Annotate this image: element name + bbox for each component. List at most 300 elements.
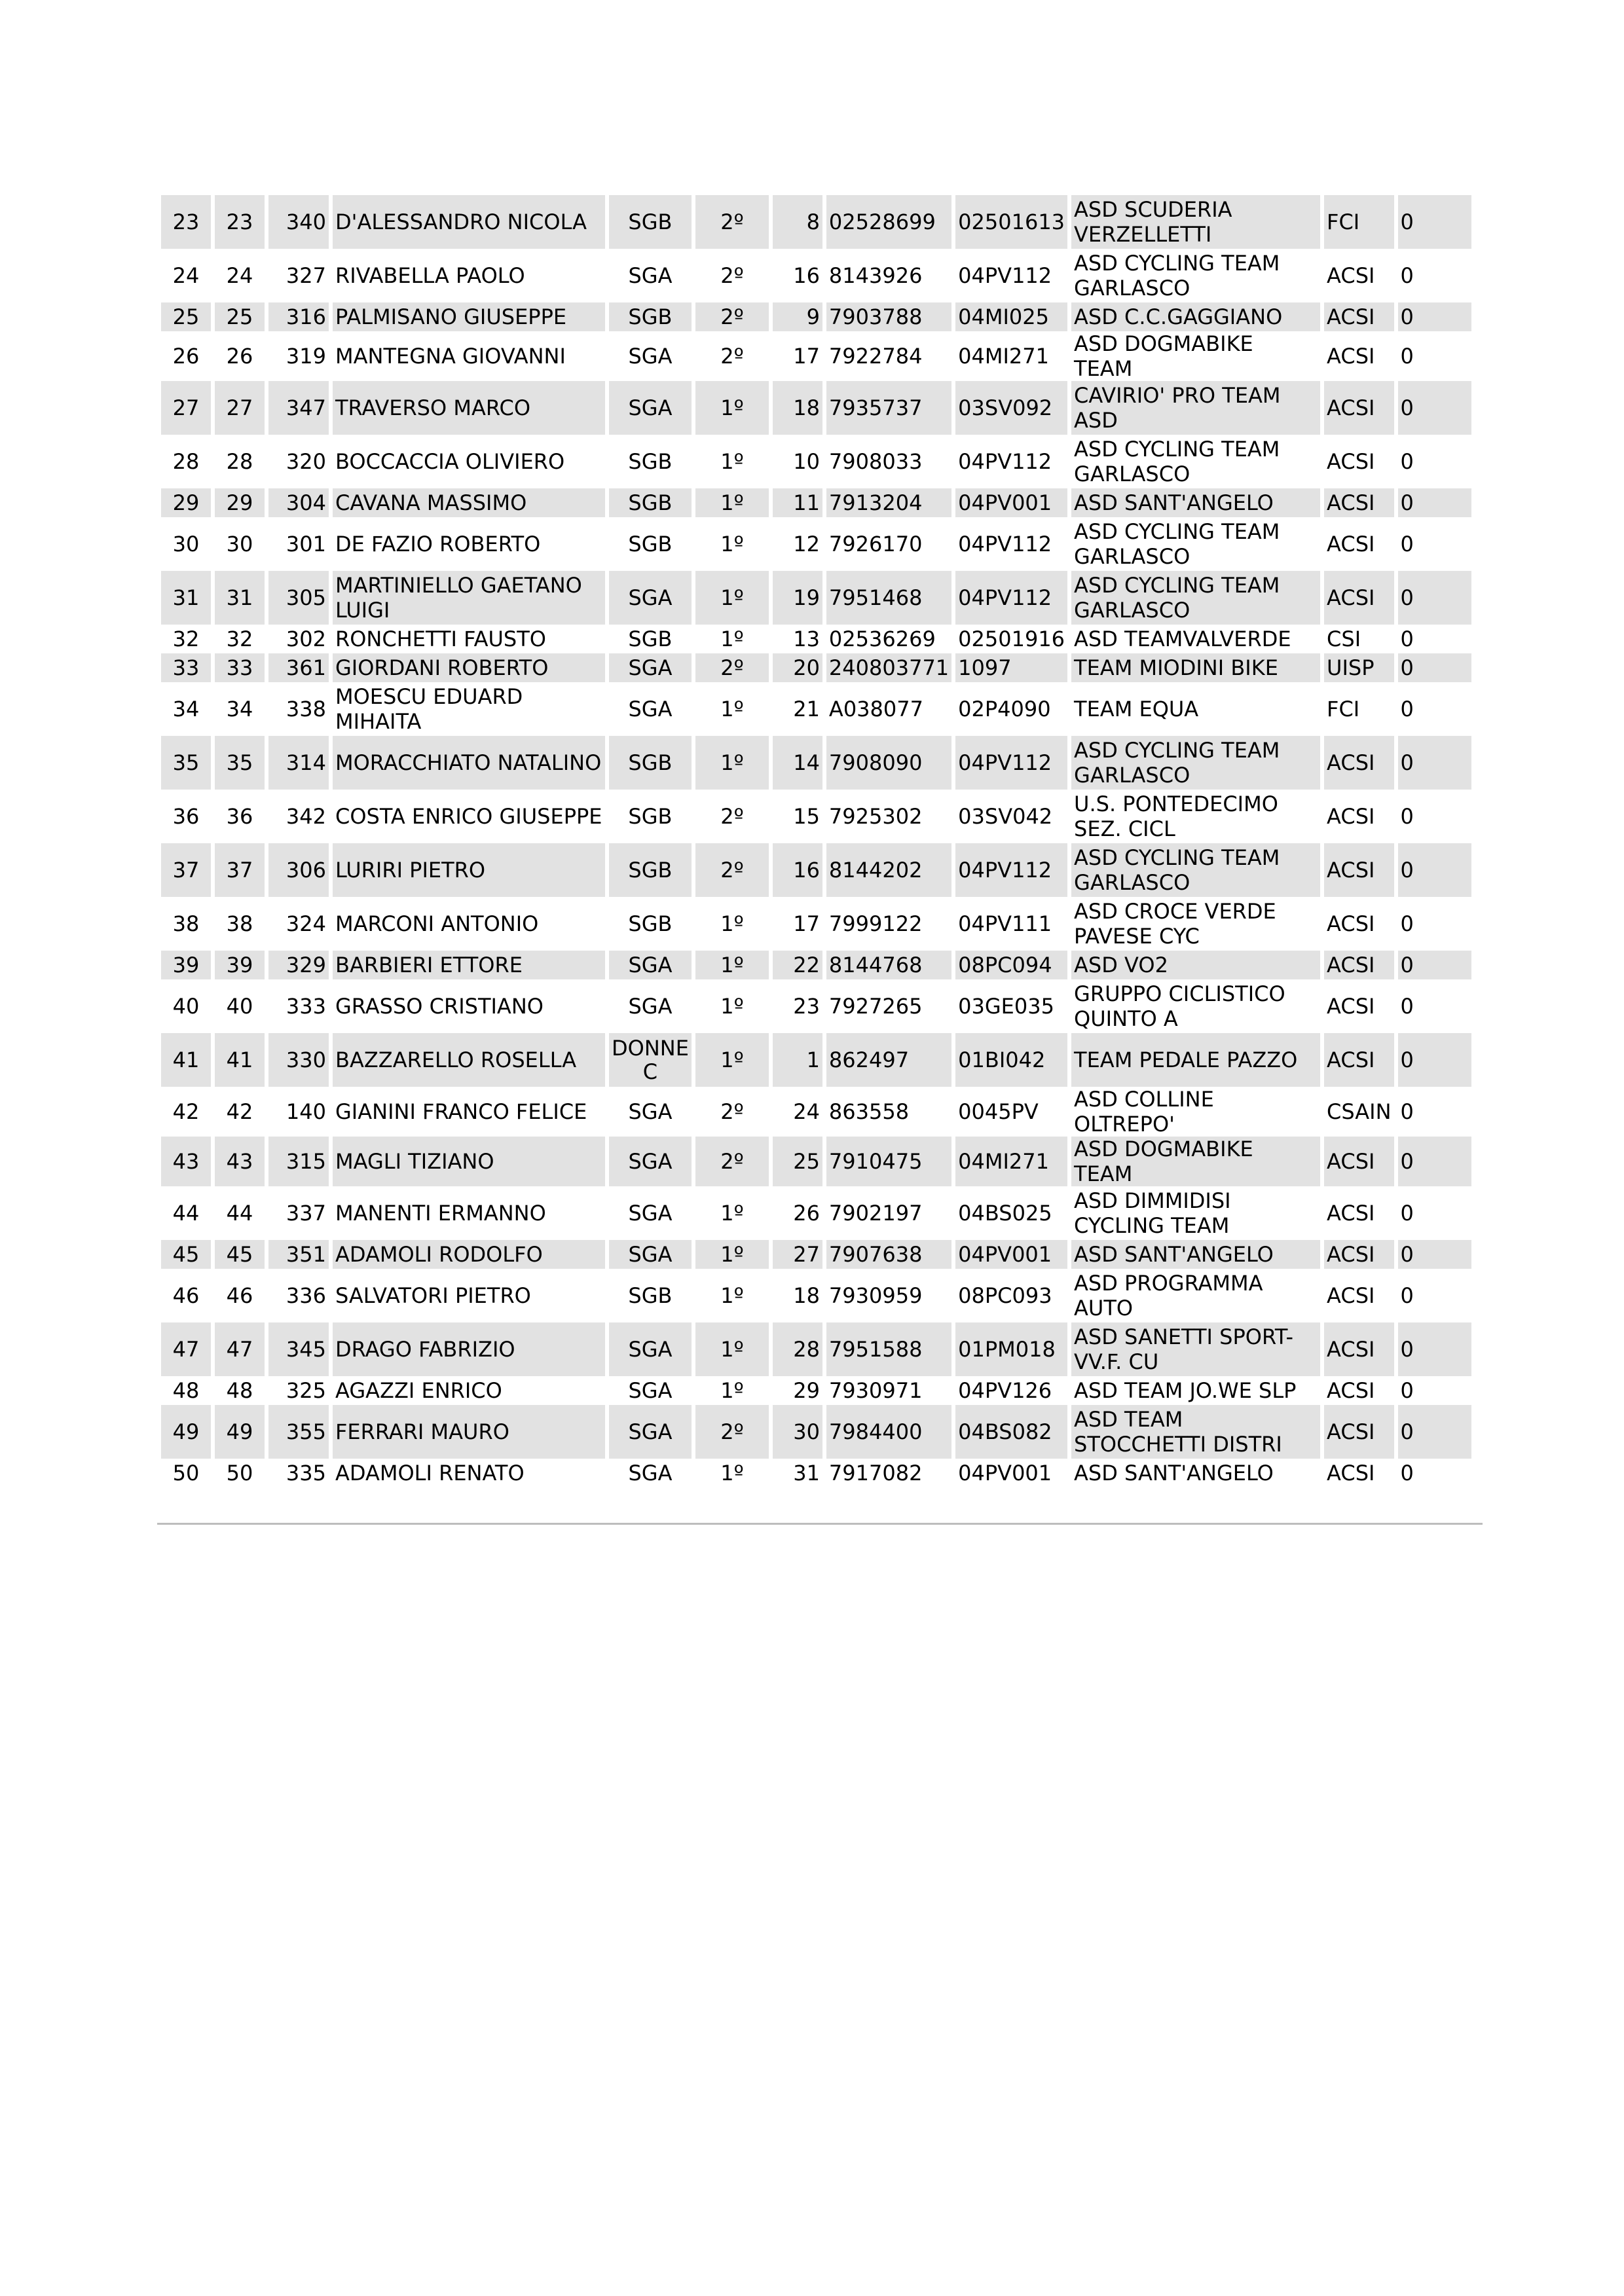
table-row: [161, 1240, 1471, 1269]
license-number-cell: A038077: [826, 682, 951, 736]
bib-number-cell: 340: [268, 195, 329, 249]
rider-name-cell: MOESCU EDUARD MIHAITA: [333, 682, 605, 736]
position-cell: 38: [161, 897, 211, 951]
federation-cell: FCI: [1324, 195, 1394, 249]
points-cell: 0: [1398, 1322, 1471, 1376]
bib-number-cell: 351: [268, 1240, 329, 1269]
overall-position-cell: 35: [215, 736, 265, 790]
license-number-cell: 7999122: [826, 897, 951, 951]
team-name-cell: ASD CYCLING TEAM GARLASCO: [1071, 843, 1320, 897]
federation-cell: ACSI: [1324, 1322, 1394, 1376]
table-row: [161, 1186, 1471, 1240]
bib-number-cell: 325: [268, 1376, 329, 1405]
class-cell: 2º: [695, 1405, 769, 1459]
club-code-cell: 01BI042: [955, 1033, 1067, 1087]
position-cell: 42: [161, 1087, 211, 1137]
position-cell: 28: [161, 435, 211, 488]
points-cell: 0: [1398, 1186, 1471, 1240]
table-row: [161, 979, 1471, 1033]
overall-position-cell: 50: [215, 1459, 265, 1487]
team-name-cell: ASD CROCE VERDE PAVESE CYC: [1071, 897, 1320, 951]
table-row: [161, 1459, 1471, 1487]
points-cell: 0: [1398, 1087, 1471, 1137]
category-rank-cell: 15: [773, 790, 822, 843]
category-rank-cell: 22: [773, 951, 822, 979]
rider-name-cell: GRASSO CRISTIANO: [333, 979, 605, 1033]
category-cell: SGB: [609, 302, 692, 331]
rider-name-cell: ADAMOLI RODOLFO: [333, 1240, 605, 1269]
rider-name-cell: BOCCACCIA OLIVIERO: [333, 435, 605, 488]
club-code-cell: 04PV001: [955, 1459, 1067, 1487]
federation-cell: ACSI: [1324, 790, 1394, 843]
rider-name-cell: LURIRI PIETRO: [333, 843, 605, 897]
class-cell: 1º: [695, 571, 769, 625]
club-code-cell: 04PV001: [955, 1240, 1067, 1269]
team-name-cell: TEAM PEDALE PAZZO: [1071, 1033, 1320, 1087]
federation-cell: ACSI: [1324, 517, 1394, 571]
overall-position-cell: 40: [215, 979, 265, 1033]
club-code-cell: 04BS082: [955, 1405, 1067, 1459]
federation-cell: ACSI: [1324, 1459, 1394, 1487]
bib-number-cell: 320: [268, 435, 329, 488]
category-cell: SGA: [609, 1376, 692, 1405]
overall-position-cell: 33: [215, 653, 265, 682]
points-cell: 0: [1398, 843, 1471, 897]
team-name-cell: GRUPPO CICLISTICO QUINTO A: [1071, 979, 1320, 1033]
bib-number-cell: 336: [268, 1269, 329, 1322]
category-cell: SGA: [609, 331, 692, 381]
position-cell: 50: [161, 1459, 211, 1487]
category-cell: SGA: [609, 1087, 692, 1137]
class-cell: 1º: [695, 979, 769, 1033]
club-code-cell: 04PV112: [955, 736, 1067, 790]
rider-name-cell: PALMISANO GIUSEPPE: [333, 302, 605, 331]
rider-name-cell: CAVANA MASSIMO: [333, 488, 605, 517]
bib-number-cell: 306: [268, 843, 329, 897]
table-row: [161, 736, 1471, 790]
federation-cell: ACSI: [1324, 435, 1394, 488]
federation-cell: ACSI: [1324, 1269, 1394, 1322]
category-cell: SGA: [609, 1459, 692, 1487]
category-cell: SGA: [609, 571, 692, 625]
license-number-cell: 8144768: [826, 951, 951, 979]
license-number-cell: 7908090: [826, 736, 951, 790]
position-cell: 29: [161, 488, 211, 517]
points-cell: 0: [1398, 682, 1471, 736]
points-cell: 0: [1398, 1137, 1471, 1186]
category-cell: SGB: [609, 195, 692, 249]
position-cell: 37: [161, 843, 211, 897]
license-number-cell: 7926170: [826, 517, 951, 571]
category-rank-cell: 1: [773, 1033, 822, 1087]
points-cell: 0: [1398, 1459, 1471, 1487]
license-number-cell: 8143926: [826, 249, 951, 302]
points-cell: 0: [1398, 571, 1471, 625]
bib-number-cell: 329: [268, 951, 329, 979]
category-cell: SGA: [609, 653, 692, 682]
table-row: [161, 1322, 1471, 1376]
federation-cell: ACSI: [1324, 381, 1394, 435]
class-cell: 1º: [695, 1186, 769, 1240]
position-cell: 45: [161, 1240, 211, 1269]
overall-position-cell: 26: [215, 331, 265, 381]
overall-position-cell: 41: [215, 1033, 265, 1087]
federation-cell: ACSI: [1324, 897, 1394, 951]
position-cell: 47: [161, 1322, 211, 1376]
club-code-cell: 03SV042: [955, 790, 1067, 843]
bib-number-cell: 314: [268, 736, 329, 790]
class-cell: 2º: [695, 331, 769, 381]
overall-position-cell: 25: [215, 302, 265, 331]
license-number-cell: 02528699: [826, 195, 951, 249]
class-cell: 1º: [695, 517, 769, 571]
class-cell: 1º: [695, 1459, 769, 1487]
club-code-cell: 04PV112: [955, 843, 1067, 897]
bib-number-cell: 315: [268, 1137, 329, 1186]
federation-cell: UISP: [1324, 653, 1394, 682]
position-cell: 49: [161, 1405, 211, 1459]
table-row: [161, 897, 1471, 951]
federation-cell: ACSI: [1324, 1033, 1394, 1087]
overall-position-cell: 43: [215, 1137, 265, 1186]
points-cell: 0: [1398, 488, 1471, 517]
rider-name-cell: SALVATORI PIETRO: [333, 1269, 605, 1322]
club-code-cell: 04PV112: [955, 435, 1067, 488]
rider-name-cell: MAGLI TIZIANO: [333, 1137, 605, 1186]
team-name-cell: ASD CYCLING TEAM GARLASCO: [1071, 571, 1320, 625]
table-row: [161, 1405, 1471, 1459]
team-name-cell: ASD COLLINE OLTREPO': [1071, 1087, 1320, 1137]
club-code-cell: 02P4090: [955, 682, 1067, 736]
federation-cell: ACSI: [1324, 951, 1394, 979]
overall-position-cell: 46: [215, 1269, 265, 1322]
points-cell: 0: [1398, 1269, 1471, 1322]
license-number-cell: 7910475: [826, 1137, 951, 1186]
category-rank-cell: 19: [773, 571, 822, 625]
category-rank-cell: 30: [773, 1405, 822, 1459]
overall-position-cell: 37: [215, 843, 265, 897]
team-name-cell: ASD SANT'ANGELO: [1071, 1459, 1320, 1487]
results-body: [161, 195, 1471, 1487]
license-number-cell: 7984400: [826, 1405, 951, 1459]
rider-name-cell: RONCHETTI FAUSTO: [333, 625, 605, 653]
category-rank-cell: 12: [773, 517, 822, 571]
class-cell: 2º: [695, 1137, 769, 1186]
team-name-cell: ASD TEAM STOCCHETTI DISTRI: [1071, 1405, 1320, 1459]
federation-cell: FCI: [1324, 682, 1394, 736]
position-cell: 30: [161, 517, 211, 571]
category-cell: SGB: [609, 1269, 692, 1322]
rider-name-cell: BAZZARELLO ROSELLA: [333, 1033, 605, 1087]
bib-number-cell: 319: [268, 331, 329, 381]
class-cell: 1º: [695, 897, 769, 951]
table-row: [161, 249, 1471, 302]
table-row: [161, 571, 1471, 625]
club-code-cell: 04MI271: [955, 1137, 1067, 1186]
bib-number-cell: 335: [268, 1459, 329, 1487]
category-rank-cell: 14: [773, 736, 822, 790]
license-number-cell: 7930971: [826, 1376, 951, 1405]
license-number-cell: 7951468: [826, 571, 951, 625]
category-cell: SGB: [609, 435, 692, 488]
table-row: [161, 843, 1471, 897]
club-code-cell: 03SV092: [955, 381, 1067, 435]
class-cell: 1º: [695, 1269, 769, 1322]
federation-cell: ACSI: [1324, 1405, 1394, 1459]
bib-number-cell: 333: [268, 979, 329, 1033]
overall-position-cell: 27: [215, 381, 265, 435]
club-code-cell: 02501613: [955, 195, 1067, 249]
points-cell: 0: [1398, 951, 1471, 979]
overall-position-cell: 28: [215, 435, 265, 488]
table-row: [161, 488, 1471, 517]
position-cell: 26: [161, 331, 211, 381]
license-number-cell: 7922784: [826, 331, 951, 381]
category-cell: SGA: [609, 1405, 692, 1459]
category-cell: SGA: [609, 1137, 692, 1186]
points-cell: 0: [1398, 979, 1471, 1033]
license-number-cell: 7930959: [826, 1269, 951, 1322]
table-row: [161, 653, 1471, 682]
table-row: [161, 951, 1471, 979]
class-cell: 1º: [695, 488, 769, 517]
club-code-cell: 04MI025: [955, 302, 1067, 331]
table-row: [161, 1033, 1471, 1087]
license-number-cell: 7925302: [826, 790, 951, 843]
class-cell: 2º: [695, 843, 769, 897]
table-row: [161, 195, 1471, 249]
bib-number-cell: 140: [268, 1087, 329, 1137]
category-rank-cell: 8: [773, 195, 822, 249]
license-number-cell: 7951588: [826, 1322, 951, 1376]
bib-number-cell: 301: [268, 517, 329, 571]
position-cell: 34: [161, 682, 211, 736]
category-cell: SGB: [609, 843, 692, 897]
category-rank-cell: 17: [773, 897, 822, 951]
points-cell: 0: [1398, 625, 1471, 653]
category-rank-cell: 23: [773, 979, 822, 1033]
team-name-cell: ASD SANT'ANGELO: [1071, 488, 1320, 517]
team-name-cell: ASD DOGMABIKE TEAM: [1071, 1137, 1320, 1186]
category-cell: SGB: [609, 517, 692, 571]
club-code-cell: 08PC093: [955, 1269, 1067, 1322]
category-cell: SGA: [609, 381, 692, 435]
table-row: [161, 682, 1471, 736]
position-cell: 32: [161, 625, 211, 653]
team-name-cell: ASD DIMMIDISI CYCLING TEAM: [1071, 1186, 1320, 1240]
club-code-cell: 08PC094: [955, 951, 1067, 979]
overall-position-cell: 38: [215, 897, 265, 951]
rider-name-cell: MARTINIELLO GAETANO LUIGI: [333, 571, 605, 625]
rider-name-cell: AGAZZI ENRICO: [333, 1376, 605, 1405]
rider-name-cell: ADAMOLI RENATO: [333, 1459, 605, 1487]
bib-number-cell: 342: [268, 790, 329, 843]
overall-position-cell: 30: [215, 517, 265, 571]
points-cell: 0: [1398, 736, 1471, 790]
club-code-cell: 03GE035: [955, 979, 1067, 1033]
team-name-cell: ASD VO2: [1071, 951, 1320, 979]
table-row: [161, 1269, 1471, 1322]
federation-cell: ACSI: [1324, 1376, 1394, 1405]
rider-name-cell: DE FAZIO ROBERTO: [333, 517, 605, 571]
bib-number-cell: 305: [268, 571, 329, 625]
table-row: [161, 1137, 1471, 1186]
position-cell: 33: [161, 653, 211, 682]
federation-cell: ACSI: [1324, 843, 1394, 897]
club-code-cell: 0045PV: [955, 1087, 1067, 1137]
federation-cell: ACSI: [1324, 1186, 1394, 1240]
bib-number-cell: 302: [268, 625, 329, 653]
category-rank-cell: 10: [773, 435, 822, 488]
class-cell: 2º: [695, 195, 769, 249]
category-rank-cell: 16: [773, 249, 822, 302]
federation-cell: CSI: [1324, 625, 1394, 653]
rider-name-cell: MANENTI ERMANNO: [333, 1186, 605, 1240]
rider-name-cell: D'ALESSANDRO NICOLA: [333, 195, 605, 249]
category-cell: SGB: [609, 625, 692, 653]
overall-position-cell: 48: [215, 1376, 265, 1405]
license-number-cell: 7907638: [826, 1240, 951, 1269]
category-rank-cell: 25: [773, 1137, 822, 1186]
table-row: [161, 331, 1471, 381]
points-cell: 0: [1398, 653, 1471, 682]
overall-position-cell: 44: [215, 1186, 265, 1240]
class-cell: 1º: [695, 736, 769, 790]
category-cell: SGA: [609, 979, 692, 1033]
rider-name-cell: TRAVERSO MARCO: [333, 381, 605, 435]
license-number-cell: 862497: [826, 1033, 951, 1087]
table-row: [161, 790, 1471, 843]
points-cell: 0: [1398, 517, 1471, 571]
federation-cell: ACSI: [1324, 302, 1394, 331]
overall-position-cell: 39: [215, 951, 265, 979]
team-name-cell: ASD C.C.GAGGIANO: [1071, 302, 1320, 331]
category-rank-cell: 21: [773, 682, 822, 736]
overall-position-cell: 47: [215, 1322, 265, 1376]
points-cell: 0: [1398, 195, 1471, 249]
bib-number-cell: 324: [268, 897, 329, 951]
team-name-cell: TEAM EQUA: [1071, 682, 1320, 736]
federation-cell: ACSI: [1324, 249, 1394, 302]
team-name-cell: ASD TEAMVALVERDE: [1071, 625, 1320, 653]
table-row: [161, 625, 1471, 653]
category-rank-cell: 24: [773, 1087, 822, 1137]
license-number-cell: 7903788: [826, 302, 951, 331]
license-number-cell: 7917082: [826, 1459, 951, 1487]
overall-position-cell: 32: [215, 625, 265, 653]
class-cell: 1º: [695, 625, 769, 653]
bib-number-cell: 361: [268, 653, 329, 682]
club-code-cell: 04PV001: [955, 488, 1067, 517]
table-row: [161, 435, 1471, 488]
points-cell: 0: [1398, 790, 1471, 843]
federation-cell: ACSI: [1324, 736, 1394, 790]
category-rank-cell: 16: [773, 843, 822, 897]
license-number-cell: 8144202: [826, 843, 951, 897]
rider-name-cell: FERRARI MAURO: [333, 1405, 605, 1459]
position-cell: 25: [161, 302, 211, 331]
class-cell: 2º: [695, 790, 769, 843]
category-cell: SGA: [609, 1186, 692, 1240]
federation-cell: ACSI: [1324, 488, 1394, 517]
category-rank-cell: 26: [773, 1186, 822, 1240]
rider-name-cell: MANTEGNA GIOVANNI: [333, 331, 605, 381]
team-name-cell: ASD TEAM JO.WE SLP: [1071, 1376, 1320, 1405]
overall-position-cell: 24: [215, 249, 265, 302]
position-cell: 48: [161, 1376, 211, 1405]
category-rank-cell: 28: [773, 1322, 822, 1376]
team-name-cell: ASD DOGMABIKE TEAM: [1071, 331, 1320, 381]
club-code-cell: 04PV111: [955, 897, 1067, 951]
class-cell: 1º: [695, 1376, 769, 1405]
category-cell: SGB: [609, 488, 692, 517]
points-cell: 0: [1398, 249, 1471, 302]
team-name-cell: ASD SANT'ANGELO: [1071, 1240, 1320, 1269]
category-rank-cell: 18: [773, 1269, 822, 1322]
class-cell: 1º: [695, 381, 769, 435]
category-cell: SGA: [609, 1240, 692, 1269]
category-rank-cell: 20: [773, 653, 822, 682]
team-name-cell: ASD PROGRAMMA AUTO: [1071, 1269, 1320, 1322]
license-number-cell: 7913204: [826, 488, 951, 517]
bib-number-cell: 316: [268, 302, 329, 331]
federation-cell: ACSI: [1324, 1137, 1394, 1186]
category-rank-cell: 17: [773, 331, 822, 381]
position-cell: 27: [161, 381, 211, 435]
points-cell: 0: [1398, 331, 1471, 381]
overall-position-cell: 49: [215, 1405, 265, 1459]
bib-number-cell: 304: [268, 488, 329, 517]
points-cell: 0: [1398, 302, 1471, 331]
overall-position-cell: 36: [215, 790, 265, 843]
team-name-cell: U.S. PONTEDECIMO SEZ. CICL: [1071, 790, 1320, 843]
table-row: [161, 1087, 1471, 1137]
class-cell: 2º: [695, 1087, 769, 1137]
team-name-cell: ASD CYCLING TEAM GARLASCO: [1071, 435, 1320, 488]
bottom-divider: [157, 1523, 1483, 1525]
table-row: [161, 517, 1471, 571]
club-code-cell: 01PM018: [955, 1322, 1067, 1376]
table-row: [161, 1376, 1471, 1405]
overall-position-cell: 34: [215, 682, 265, 736]
club-code-cell: 04PV112: [955, 249, 1067, 302]
rider-name-cell: GIANINI FRANCO FELICE: [333, 1087, 605, 1137]
category-cell: DONNE C: [609, 1033, 692, 1087]
class-cell: 1º: [695, 1033, 769, 1087]
team-name-cell: TEAM MIODINI BIKE: [1071, 653, 1320, 682]
rider-name-cell: RIVABELLA PAOLO: [333, 249, 605, 302]
bib-number-cell: 347: [268, 381, 329, 435]
position-cell: 36: [161, 790, 211, 843]
position-cell: 44: [161, 1186, 211, 1240]
club-code-cell: 04MI271: [955, 331, 1067, 381]
bib-number-cell: 338: [268, 682, 329, 736]
position-cell: 23: [161, 195, 211, 249]
category-cell: SGB: [609, 897, 692, 951]
team-name-cell: ASD SANETTI SPORT-VV.F. CU: [1071, 1322, 1320, 1376]
overall-position-cell: 29: [215, 488, 265, 517]
overall-position-cell: 45: [215, 1240, 265, 1269]
bib-number-cell: 355: [268, 1405, 329, 1459]
class-cell: 1º: [695, 435, 769, 488]
license-number-cell: 7902197: [826, 1186, 951, 1240]
class-cell: 1º: [695, 682, 769, 736]
points-cell: 0: [1398, 1240, 1471, 1269]
overall-position-cell: 31: [215, 571, 265, 625]
license-number-cell: 7935737: [826, 381, 951, 435]
category-cell: SGA: [609, 951, 692, 979]
table-row: [161, 381, 1471, 435]
